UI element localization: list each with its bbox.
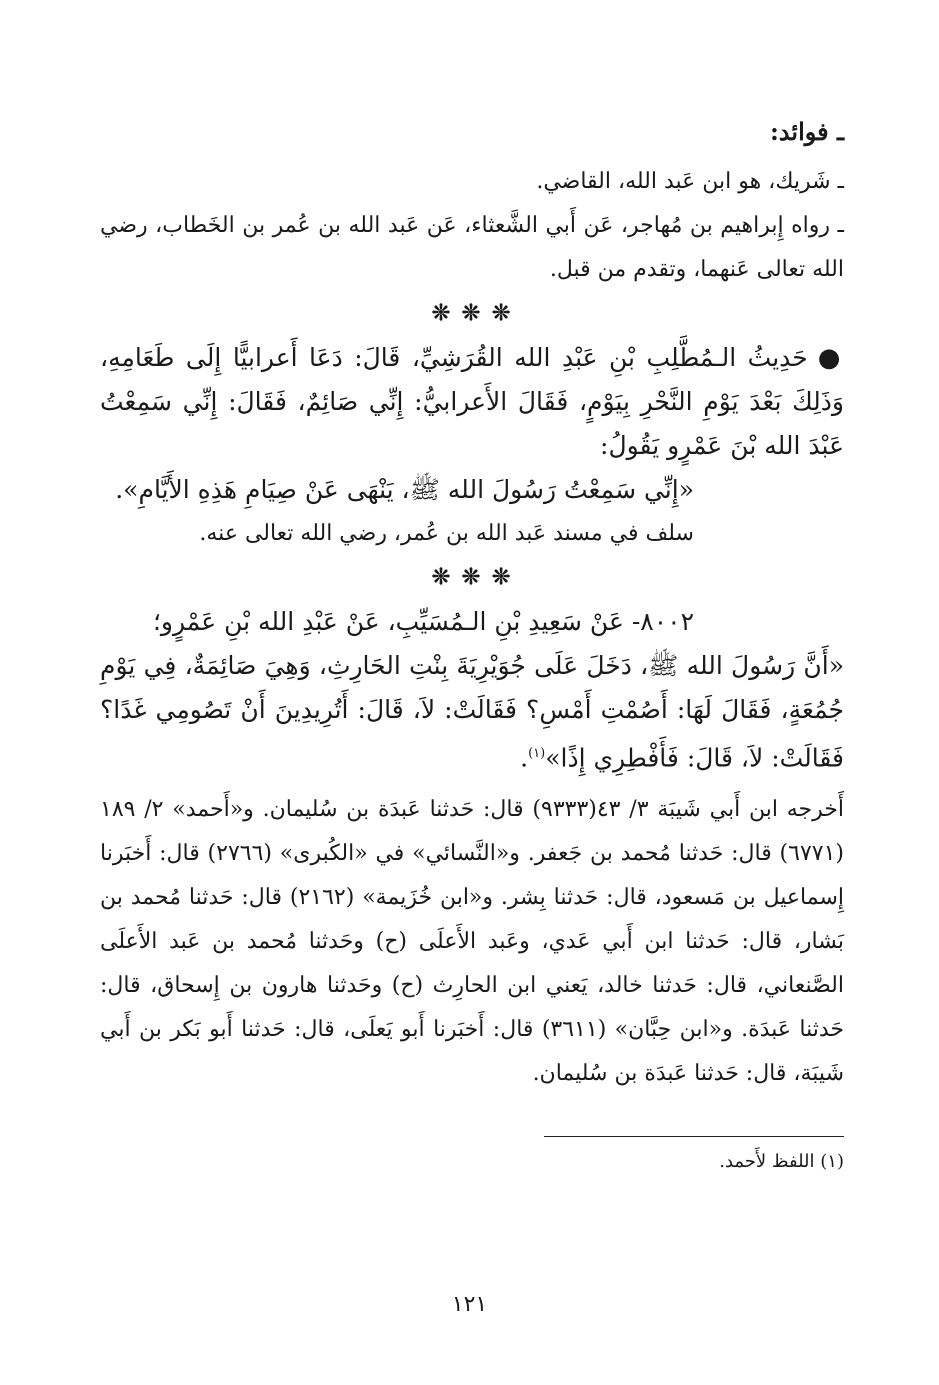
- hadith-8002-text: [100, 644, 844, 780]
- hadith-8002-matn: «أَنَّ رَسُولَ الله ﷺ، دَخَلَ عَلَى جُوَيْرِيَةَ بِنْتِ الحَارِثِ، وَهِيَ صَائِمَةٌ، فِي يَوْمِ جُمُعَةٍ، فَقَالَ لَهَا: أَصُمْتِ أَمْسِ؟ فَقَالَتْ: لاَ، قَالَ: أَتُرِيدِينَ أَنْ تَصُومِي غَدًا؟ فَقَالَتْ: لاَ، قَالَ: فَأَفْطِرِي إِذًا»: [100, 651, 844, 773]
- footnote-divider: [544, 1136, 844, 1137]
- hadith-muttalib-quote: «إِنِّي سَمِعْتُ رَسُولَ الله ﷺ، يَنْهَى عَنْ صِيَامِ هَذِهِ الأَيَّامِ».: [115, 475, 694, 504]
- notes-heading: ـ فوائد:: [769, 117, 844, 146]
- hadith-muttalib-text: حَدِيثُ الـمُطَّلِبِ بْنِ عَبْدِ الله القُرَشِيِّ، قَالَ: دَعَا أَعرابيًّا إِلَى طَعَامِهِ، وَذَلِكَ بَعْدَ يَوْمِ النَّحْرِ بِيَوْمٍ، فَقَالَ الأَعرابيُّ: إِنِّي صَائِمٌ، فَقَالَ: إِنِّي سَمِعْتُ عَبْدَ الله بْنَ عَمْرٍو يَقُولُ:: [100, 343, 844, 460]
- hadith-muttalib-note: سلف في مسند عَبد الله بن عُمر، رضي الله تعالى عنه.: [199, 521, 694, 546]
- hadith-8002-isnad: ٨٠٠٢- عَنْ سَعِيدِ بْنِ الـمُسَيِّبِ، عَنْ عَبْدِ الله بْنِ عَمْرٍو؛: [152, 607, 694, 636]
- note-sharik: ـ شَريك، هو ابن عَبد الله، القاضي.: [536, 169, 844, 194]
- takhrij-paragraph: أَخرجه ابن أَبي شَيبَة ٣/ ٤٣(٩٣٣٣) قال: حَدثنا عَبدَة بن سُليمان. و«أَحمد» ٢/ ١٨٩ (٦٧٧١) قال: حَدثنا مُحمد بن جَعفر. و«النَّسائي» في «الكُبرى» (٢٧٦٦) قال: أَخبَرنا إِسماعيل بن مَسعود، قال: حَدثنا بِشر. و«ابن خُزَيمة» (٢١٦٢) قال: حَدثنا مُحمد بن بَشار، قال: حَدثنا ابن أَبي عَدي، وعَبد الأَعلَى (ح) وحَدثنا مُحمد بن عَبد الأَعلَى الصَّنعاني، قال: حَدثنا خالد، يَعني ابن الحارِث (ح) وحَدثنا هارون بن إِسحاق، قال: حَدثنا عَبدَة. و«ابن حِبَّان» (٣٦١١) قال: أَخبَرنا أَبو يَعلَى، قال: حَدثنا أَبو بَكر بن أَبي شَيبَة، قال: حَدثنا عَبدَة بن سُليمان.: [100, 797, 845, 1087]
- hadith-muttalib: [100, 336, 844, 468]
- bullet-icon: ●: [817, 343, 845, 373]
- hadith-8002-end: .: [520, 743, 529, 773]
- footnote: (١) اللفظ لأَحمد.: [719, 1151, 844, 1173]
- footnote-ref[interactable]: (١): [528, 746, 546, 761]
- section-separator: ❊ ❊ ❊: [431, 564, 513, 590]
- page-number: ١٢١: [451, 1292, 488, 1317]
- section-separator: ❊ ❊ ❊: [431, 300, 513, 326]
- note-narration: ـ رواه إِبراهيم بن مُهاجر، عَن أَبي الشَّعثاء، عَن عَبد الله بن عُمر بن الخَطاب، رضي الله تعالى عَنهما، وتقدم من قبل.: [100, 213, 844, 282]
